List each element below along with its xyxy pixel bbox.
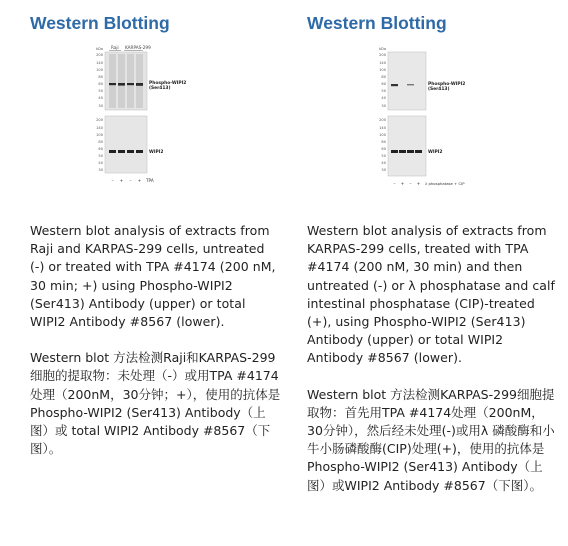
svg-text:30: 30 — [381, 104, 386, 108]
svg-text:kDa: kDa — [95, 47, 103, 51]
left-treatment-marks — [111, 178, 141, 183]
left-lower-band-label: WIPI2 — [149, 150, 164, 155]
svg-text:200: 200 — [96, 118, 103, 122]
svg-text:+: + — [119, 178, 124, 183]
left-description-en: Western blot analysis of extracts from Raji and KARPAS-299 cells, untreated (-) or treated with TPA #4174 (200 nM, 30 min; +) using Phospho-WIPI2 (Ser413) Antibody (upper) or total WIPI2 Antibody #8567 (lower). — [30, 223, 276, 330]
right-column — [307, 0, 568, 493]
right-lower-membrane — [388, 116, 426, 176]
svg-text:60: 60 — [98, 82, 103, 86]
right-lower-mw-labels — [379, 118, 387, 172]
left-blot-image — [88, 40, 192, 190]
svg-text:–: – — [409, 181, 412, 186]
svg-text:140: 140 — [379, 126, 386, 130]
svg-text:30: 30 — [98, 104, 103, 108]
right-heading: Western Blotting — [307, 13, 447, 33]
left-treatment-label: TPA — [146, 178, 154, 183]
svg-text:80: 80 — [381, 140, 386, 144]
svg-text:60: 60 — [381, 147, 386, 151]
right-treatment-marks — [393, 181, 420, 186]
svg-text:100: 100 — [379, 133, 386, 137]
svg-text:60: 60 — [98, 147, 103, 151]
svg-text:–: – — [129, 178, 132, 183]
right-description-en: Western blot analysis of extracts from KARPAS-299 cells, treated with TPA #4174 (200 nM, 30 min) and then untreated (-) or λ phosphatase and calf intestinal phosphatase (CIP)-treated (+), using Phospho-WIPI2 (Ser413) Antibody (upper) or total WIPI2 Antibody #8567 (lower). — [307, 223, 555, 366]
left-lower-membrane — [105, 116, 147, 173]
right-description — [307, 222, 559, 513]
left-column — [30, 0, 298, 457]
svg-text:50: 50 — [98, 154, 103, 158]
svg-text:30: 30 — [381, 168, 386, 172]
right-description-zh: Western blot 方法检测KARPAS-299细胞提取物：首先用TPA #4174处理（200nM，30分钟），然后经未处理(-)或用λ 磷酸酶和小牛小肠磷酸酶(CIP)处理(+)，使用的抗体是Phospho-WIPI2 (Ser413) Antibody（上图）或WIPI2 Antibody #8567（下图）。 — [307, 386, 555, 493]
svg-text:30: 30 — [98, 168, 103, 172]
svg-text:40: 40 — [98, 96, 103, 100]
svg-text:–: – — [393, 181, 396, 186]
left-description — [30, 222, 282, 476]
left-header-raji: Raji — [111, 45, 119, 50]
svg-text:140: 140 — [379, 61, 386, 65]
svg-text:40: 40 — [381, 161, 386, 165]
svg-text:200: 200 — [379, 53, 386, 57]
svg-text:140: 140 — [96, 61, 103, 65]
right-upper-membrane — [388, 52, 426, 110]
svg-text:+: + — [137, 178, 142, 183]
svg-text:80: 80 — [98, 140, 103, 144]
svg-text:100: 100 — [96, 133, 103, 137]
svg-text:100: 100 — [96, 68, 103, 72]
svg-text:100: 100 — [379, 68, 386, 72]
svg-text:140: 140 — [96, 126, 103, 130]
right-lower-band-label: WIPI2 — [428, 150, 443, 155]
right-upper-band-sublabel: (Ser413) — [428, 87, 450, 92]
svg-text:50: 50 — [381, 154, 386, 158]
right-blot-image — [373, 40, 473, 190]
left-upper-mw-labels — [96, 47, 104, 108]
left-upper-band-sublabel: (Ser413) — [149, 86, 171, 91]
right-upper-band-label: Phospho-WIPI2 — [428, 82, 466, 87]
svg-text:50: 50 — [381, 89, 386, 93]
svg-text:50: 50 — [98, 89, 103, 93]
svg-text:40: 40 — [98, 161, 103, 165]
svg-text:200: 200 — [96, 53, 103, 57]
svg-text:80: 80 — [98, 75, 103, 79]
svg-text:80: 80 — [381, 75, 386, 79]
svg-text:kDa: kDa — [378, 47, 386, 51]
left-header-karpas: KARPAS-299 — [125, 45, 151, 50]
right-treatment-label: λ phosphatase + CIP — [425, 181, 465, 186]
left-upper-band-label: Phospho-WIPI2 — [149, 81, 187, 86]
svg-text:60: 60 — [381, 82, 386, 86]
svg-text:40: 40 — [381, 96, 386, 100]
svg-text:+: + — [416, 181, 421, 186]
svg-text:+: + — [400, 181, 405, 186]
left-lower-mw-labels — [96, 118, 104, 172]
left-description-zh: Western blot 方法检测Raji和KARPAS-299细胞的提取物：未处理（-）或用TPA #4174处理（200nM，30分钟；+），使用的抗体是Phospho-WIPI2 (Ser413) Antibody（上图）或 total WIPI2 Antibody #8567（下图）。 — [30, 350, 281, 457]
right-upper-mw-labels — [379, 47, 387, 108]
svg-text:200: 200 — [379, 118, 386, 122]
left-heading: Western Blotting — [30, 13, 170, 33]
svg-text:–: – — [111, 178, 114, 183]
